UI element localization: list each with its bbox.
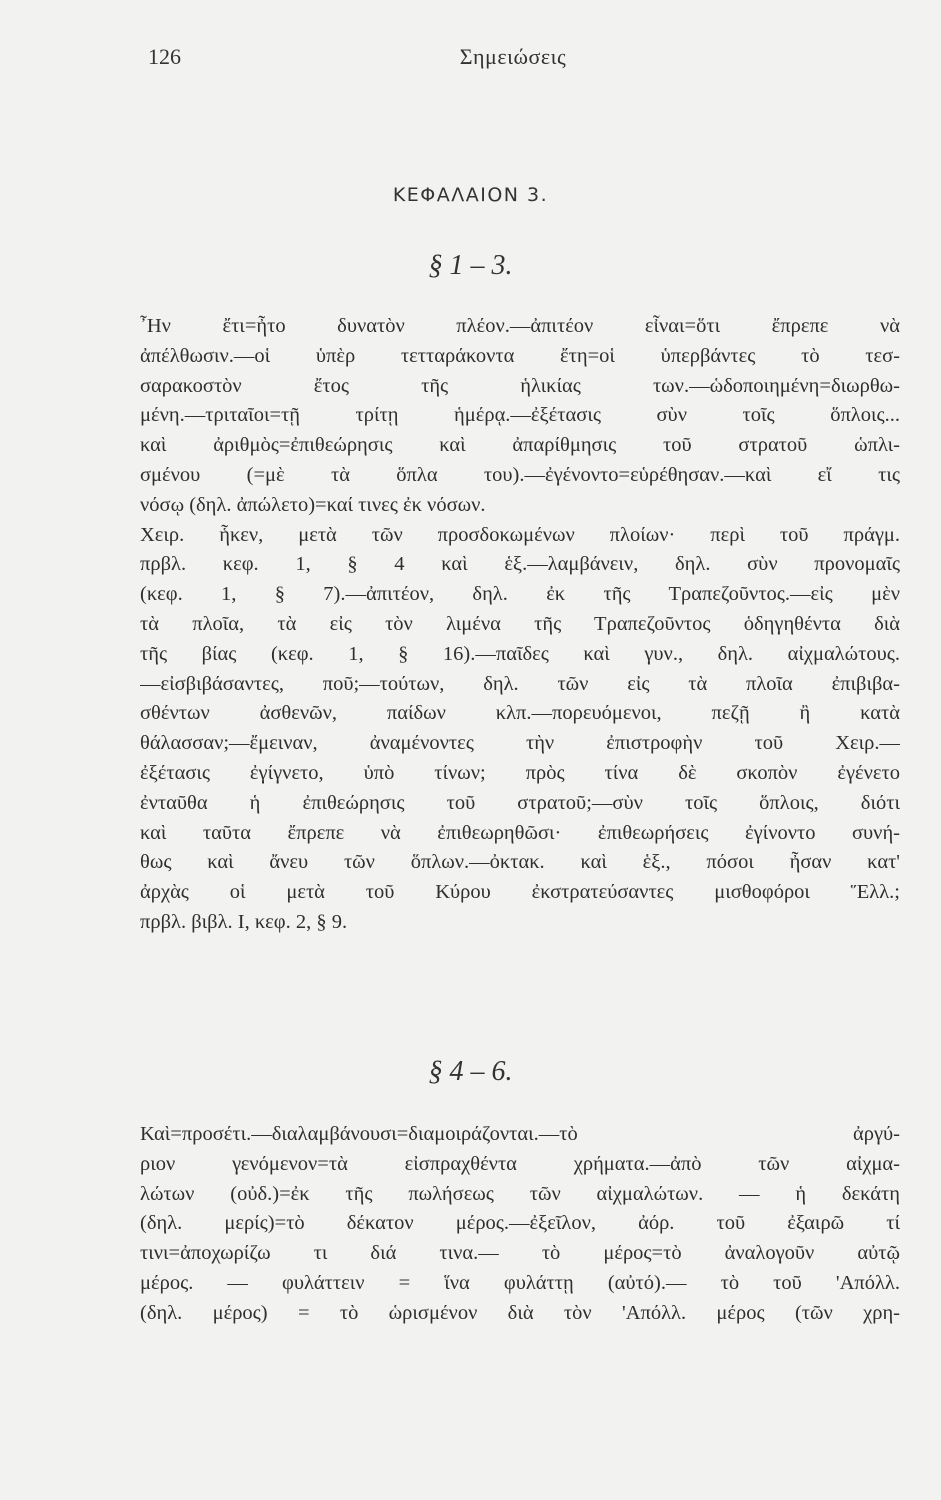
text-line: τῆς βίας (κεφ. 1, § 16).—παῖδες καὶ γυν., δηλ. αἰχμαλώτους. [140, 642, 900, 665]
text-line: πρβλ. κεφ. 1, § 4 καὶ ἑξ.—λαμβάνειν, δηλ. σὺν προνομαῖς [140, 553, 900, 576]
text-line: λώτων (οὐδ.)=ἐκ τῆς πωλήσεως τῶν αἰχμαλώτων. — ἡ δεκάτη [140, 1182, 900, 1205]
text-line: μένη.—τριταῖοι=τῇ τρίτῃ ἡμέρᾳ.—ἐξέτασις σὺν τοῖς ὅπλοις... [140, 404, 900, 427]
running-title: Σημειώσεις [459, 44, 567, 69]
text-line: σμένου (=μὲ τὰ ὅπλα του).—ἐγένοντο=εὑρέθησαν.—καὶ εἴ τις [140, 463, 900, 486]
page-number: 126 [148, 44, 181, 69]
running-head [148, 44, 878, 74]
text-line: καὶ ταῦτα ἔπρεπε νὰ ἐπιθεωρηθῶσι· ἐπιθεωρήσεις ἐγίνοντο συνή- [140, 821, 900, 844]
section-heading: § 1 – 3. [428, 250, 513, 281]
text-line: σαρακοστὸν ἔτος τῆς ἡλικίας των.—ὡδοποιημένη=διωρθω- [140, 374, 900, 397]
text-line: (κεφ. 1, § 7).—ἀπιτέον, δηλ. ἐκ τῆς Τραπεζοῦντος.—εἰς μὲν [140, 583, 900, 606]
text-line: τὰ πλοῖα, τὰ εἰς τὸν λιμένα τῆς Τραπεζοῦντος ὁδηγηθέντα διὰ [140, 612, 900, 635]
text-line: (δηλ. μερίς)=τὸ δέκατον μέρος.—ἐξεῖλον, ἀόρ. τοῦ ἐξαιρῶ τί [140, 1212, 900, 1235]
text-line: ἐνταῦθα ἡ ἐπιθεώρησις τοῦ στρατοῦ;—σὺν τοῖς ὅπλοις, διότι [140, 791, 900, 814]
chapter-heading: ΚΕΦΑΛΑΙΟΝ 3. [392, 184, 549, 206]
section-heading: § 4 – 6. [428, 1056, 513, 1087]
text-line: μέρος. — φυλάττειν = ἵνα φυλάττῃ (αὐτό).— τὸ τοῦ 'Απόλλ. [140, 1271, 900, 1294]
text-line: σθέντων ἀσθενῶν, παίδων κλπ.—πορευόμενοι, πεζῇ ἢ κατὰ [140, 702, 900, 725]
text-line: Καὶ=προσέτι.—διαλαμβάνουσι=διαμοιράζονται.—τὸ ἀργύ- [140, 1123, 900, 1145]
text-line: τινι=ἀποχωρίζω τι διά τινα.— τὸ μέρος=τὸ ἀναλογοῦν αὐτῷ [140, 1242, 900, 1265]
text-line: νόσῳ (δηλ. ἀπώλετο)=καί τινες ἐκ νόσων. [140, 493, 486, 516]
text-line: θάλασσαν;—ἔμειναν, ἀναμένοντες τὴν ἐπιστροφὴν τοῦ Χειρ.— [140, 732, 900, 755]
text-line: καὶ ἀριθμὸς=ἐπιθεώρησις καὶ ἀπαρίθμησις τοῦ στρατοῦ ὡπλι- [140, 434, 900, 457]
text-line: ἀρχὰς οἱ μετὰ τοῦ Κύρου ἐκστρατεύσαντες μισθοφόροι Ἕλλ.; [140, 881, 900, 904]
text-line: πρβλ. βιβλ. I, κεφ. 2, § 9. [140, 910, 348, 933]
section-text [140, 312, 900, 938]
text-line: (δηλ. μέρος) = τὸ ὡρισμένον διὰ τὸν 'Απόλλ. μέρος (τῶν χρη- [140, 1301, 900, 1324]
text-line: ἐξέτασις ἐγίγνετο, ὑπὸ τίνων; πρὸς τίνα δὲ σκοπὸν ἐγένετο [140, 761, 900, 784]
text-line: Χειρ. ἧκεν, μετὰ τῶν προσδοκωμένων πλοίων· περὶ τοῦ πράγμ. [140, 523, 900, 546]
section-text [140, 1120, 900, 1329]
text-line: θως καὶ ἄνευ τῶν ὅπλων.—ὀκτακ. καὶ ἑξ., πόσοι ἦσαν κατ' [140, 851, 900, 874]
text-line: ριον γενόμενον=τὰ εἰσπραχθέντα χρήματα.—ἀπὸ τῶν αἰχμα- [140, 1152, 900, 1175]
text-line: —εἰσβιβάσαντες, ποῦ;—τούτων, δηλ. τῶν εἰς τὰ πλοῖα ἐπιβιβα- [140, 672, 900, 695]
text-line: ῏Ην ἔτι=ἦτο δυνατὸν πλέον.—ἀπιτέον εἶναι=ὅτι ἔπρεπε νὰ [140, 315, 900, 337]
text-line: ἀπέλθωσιν.—οἱ ὑπὲρ τετταράκοντα ἔτη=οἱ ὑπερβάντες τὸ τεσ- [140, 344, 900, 367]
